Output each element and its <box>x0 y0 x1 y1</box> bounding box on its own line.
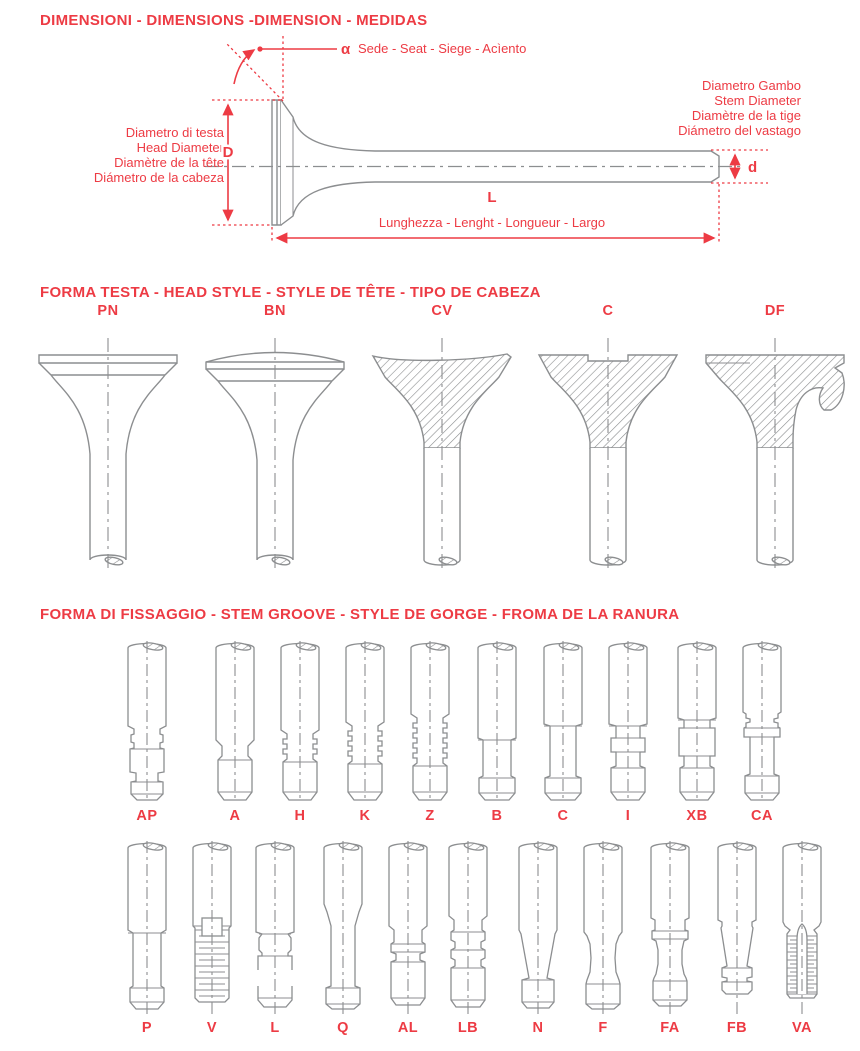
stem-groove-code: A <box>229 808 241 824</box>
stem-groove-valve-icon-P <box>115 838 179 1016</box>
stem-groove-valve-icon-FB <box>705 838 769 1016</box>
stem-groove-code: VA <box>791 1020 813 1036</box>
stem-groove-figure-XB <box>665 638 729 825</box>
stem-groove-figure-Z <box>398 638 462 825</box>
stem-groove-valve-icon-XB <box>665 638 729 804</box>
section-title-head-styles: FORMA TESTA - HEAD STYLE - STYLE DE TÊTE - TIPO DE CABEZA <box>40 284 541 301</box>
head-style-code: BN <box>264 303 286 319</box>
head-style-code: CV <box>431 303 453 319</box>
stem-groove-figure-P <box>115 838 179 1037</box>
stem-groove-figure-I <box>596 638 660 825</box>
stem-groove-figure-FB <box>705 838 769 1037</box>
stem-groove-valve-icon-I <box>596 638 660 804</box>
stem-diameter-label-block <box>678 78 802 138</box>
head-diameter-line-en: Head Diameter <box>136 140 224 155</box>
stem-groove-figure-LB <box>436 838 500 1037</box>
head-diameter-line-es: Diámetro de la cabeza <box>93 170 224 185</box>
stem-groove-code: Q <box>337 1020 349 1036</box>
head-diameter-line-fr: Diamètre de la tête <box>114 155 224 170</box>
head-style-valve-icon-BN <box>190 332 360 577</box>
stem-groove-figure-K <box>333 638 397 825</box>
section-title-dimensions: DIMENSIONI - DIMENSIONS -DIMENSION - MEDIDAS <box>40 12 428 29</box>
stem-groove-valve-icon-H <box>268 638 332 804</box>
stem-groove-code: B <box>491 808 503 824</box>
stem-groove-code: V <box>206 1020 218 1036</box>
stem-groove-valve-icon-Z <box>398 638 462 804</box>
stem-diameter-line-fr: Diamètre de la tige <box>691 108 801 123</box>
stem-groove-figure-AP <box>115 638 179 825</box>
stem-groove-valve-icon-FA <box>638 838 702 1016</box>
stem-diameter-symbol: d <box>748 159 758 176</box>
valve-outline-icon <box>205 100 740 225</box>
length-label: Lunghezza - Lenght - Longueur - Largo <box>378 215 606 230</box>
head-style-code: PN <box>97 303 119 319</box>
stem-groove-valve-icon-AL <box>376 838 440 1016</box>
stem-groove-figure-AL <box>376 838 440 1037</box>
stem-groove-figure-F <box>571 838 635 1037</box>
head-style-figure-PN <box>23 302 193 577</box>
head-diameter-label-block <box>94 125 225 185</box>
stem-groove-code: K <box>359 808 371 824</box>
head-style-valve-icon-CV <box>357 332 527 577</box>
head-style-code: C <box>602 303 614 319</box>
stem-groove-code: FB <box>726 1020 748 1036</box>
head-style-figure-DF <box>690 302 860 577</box>
stem-groove-code: FA <box>660 1020 680 1036</box>
valve-dimension-diagram <box>0 0 860 262</box>
stem-groove-valve-icon-AP <box>115 638 179 804</box>
stem-groove-code: I <box>625 808 631 824</box>
stem-groove-code: L <box>270 1020 280 1036</box>
stem-groove-code: XB <box>686 808 708 824</box>
head-style-figure-BN <box>190 302 360 577</box>
stem-groove-valve-icon-F <box>571 838 635 1016</box>
stem-groove-code: C <box>557 808 569 824</box>
section-title-stem-grooves: FORMA DI FISSAGGIO - STEM GROOVE - STYLE DE GORGE - FROMA DE LA RANURA <box>40 606 680 623</box>
seat-label: Sede - Seat - Siege - Acìento <box>358 41 527 56</box>
stem-groove-figure-V <box>180 838 244 1037</box>
stem-groove-code: LB <box>457 1020 479 1036</box>
stem-groove-figure-FA <box>638 838 702 1037</box>
stem-groove-figure-C <box>531 638 595 825</box>
stem-groove-figure-H <box>268 638 332 825</box>
stem-groove-code: Z <box>425 808 435 824</box>
stem-groove-figure-A <box>203 638 267 825</box>
stem-groove-valve-icon-B <box>465 638 529 804</box>
length-symbol: L <box>487 189 497 206</box>
stem-groove-valve-icon-L <box>243 838 307 1016</box>
head-style-code: DF <box>764 303 786 319</box>
head-style-valve-icon-C <box>523 332 693 577</box>
stem-groove-figure-B <box>465 638 529 825</box>
stem-groove-valve-icon-VA <box>770 838 834 1016</box>
stem-groove-valve-icon-N <box>506 838 570 1016</box>
seat-angle-symbol: α <box>341 41 351 58</box>
stem-groove-code: P <box>141 1020 153 1036</box>
stem-groove-code: N <box>532 1020 544 1036</box>
stem-groove-code: H <box>294 808 306 824</box>
stem-groove-figure-L <box>243 838 307 1037</box>
stem-groove-code: CA <box>751 808 773 824</box>
stem-groove-valve-icon-A <box>203 638 267 804</box>
stem-groove-valve-icon-K <box>333 638 397 804</box>
stem-groove-valve-icon-CA <box>730 638 794 804</box>
stem-groove-valve-icon-LB <box>436 838 500 1016</box>
head-diameter-line-it: Diametro di testa <box>125 125 224 140</box>
stem-groove-code: F <box>598 1020 608 1036</box>
head-style-valve-icon-PN <box>23 332 193 577</box>
stem-groove-figure-N <box>506 838 570 1037</box>
stem-groove-figure-Q <box>311 838 375 1037</box>
head-style-figure-CV <box>357 302 527 577</box>
head-style-figure-C <box>523 302 693 577</box>
head-style-valve-icon-DF <box>690 332 860 577</box>
stem-groove-code: AL <box>397 1020 419 1036</box>
stem-groove-figure-CA <box>730 638 794 825</box>
stem-groove-valve-icon-Q <box>311 838 375 1016</box>
stem-diameter-line-en: Stem Diameter <box>714 93 801 108</box>
stem-groove-figure-VA <box>770 838 834 1037</box>
stem-groove-valve-icon-V <box>180 838 244 1016</box>
head-diameter-symbol: D <box>222 144 234 161</box>
stem-groove-valve-icon-C <box>531 638 595 804</box>
stem-diameter-line-it: Diametro Gambo <box>702 78 801 93</box>
stem-diameter-line-es: Diámetro del vastago <box>678 123 801 138</box>
stem-groove-code: AP <box>136 808 158 824</box>
